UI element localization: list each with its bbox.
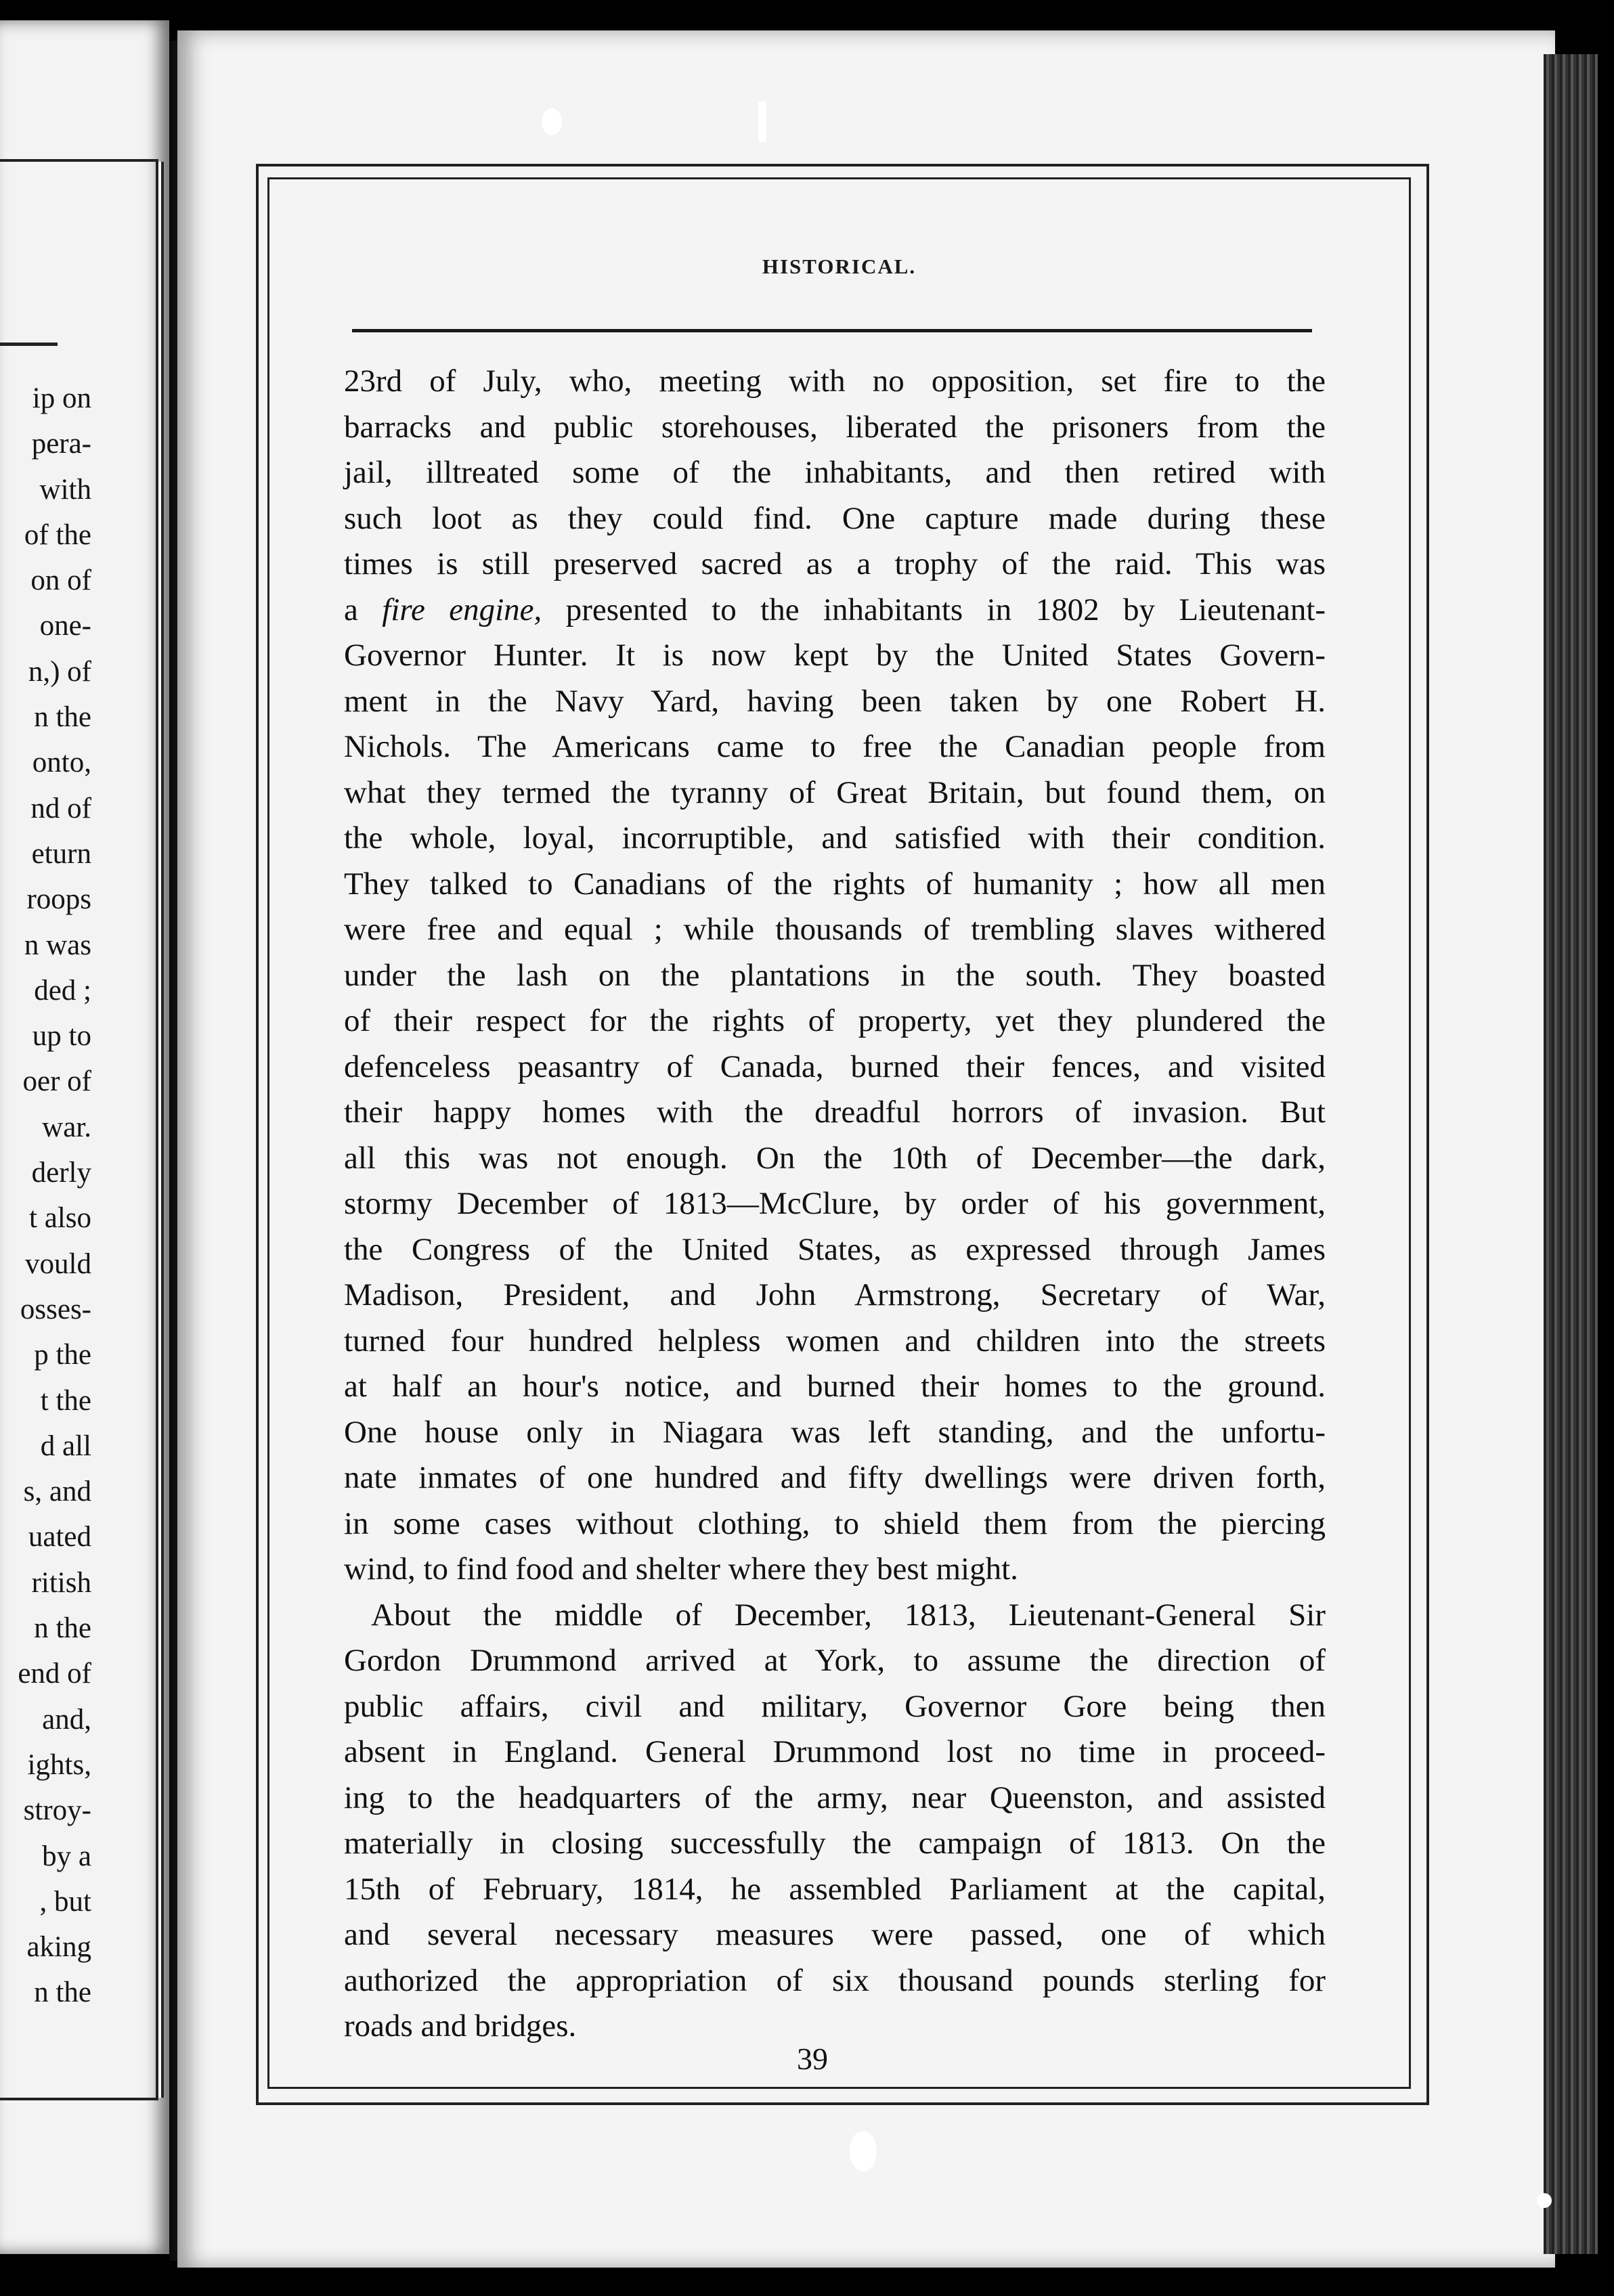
previous-page-line: uated <box>28 1521 91 1553</box>
scan-speck <box>542 108 562 135</box>
text-line: in some cases without clothing, to shield them from the piercing <box>344 1505 1326 1541</box>
header-rule <box>352 329 1312 332</box>
previous-page-line: and, <box>42 1703 91 1736</box>
text-line: defenceless peasantry of Canada, burned their fences, and visited <box>344 1048 1326 1084</box>
previous-page-line: of the <box>24 518 91 551</box>
previous-page-line: up to <box>32 1020 91 1053</box>
text-line: ing to the headquarters of the army, near Queenston, and assisted <box>344 1780 1326 1815</box>
previous-page-line: ip on <box>32 382 91 414</box>
text-line <box>344 588 1326 634</box>
previous-page-line: oer of <box>22 1065 91 1098</box>
scan-speck <box>850 2131 877 2171</box>
previous-page-line: d all <box>40 1430 91 1462</box>
text-line: 23rd of July, who, meeting with no opposition, set fire to the <box>344 363 1326 399</box>
text-line: public affairs, civil and military, Governor Gore being then <box>344 1688 1326 1724</box>
previous-page-line: derly <box>31 1157 91 1189</box>
text-line: About the middle of December, 1813, Lieutenant-General Sir <box>371 1597 1326 1633</box>
previous-page-line: nd of <box>30 792 91 824</box>
text-line: their happy homes with the dreadful horrors of invasion. But <box>344 1095 1326 1130</box>
text-line: They talked to Canadians of the rights of humanity ; how all men <box>344 866 1326 902</box>
previous-page-line: by a <box>42 1840 91 1872</box>
text-line: Governor Hunter. It is now kept by the United States Govern- <box>344 638 1326 673</box>
text-fragment: presented to the inhabitants in 1802 by Lieutenant- <box>565 592 1326 627</box>
previous-page-line: s, and <box>23 1476 91 1508</box>
text-line: at half an hour's notice, and burned their homes to the ground. <box>344 1369 1326 1404</box>
previous-page-line: n the <box>34 701 91 734</box>
text-line: absent in England. General Drummond lost no time in proceed- <box>344 1734 1326 1769</box>
previous-page-text <box>0 376 91 2016</box>
text-line: barracks and public storehouses, liberated the prisoners from the <box>344 409 1326 445</box>
text-line: all this was not enough. On the 10th of December—the dark, <box>344 1140 1326 1176</box>
text-line: Madison, President, and John Armstrong, Secretary of War, <box>344 1277 1326 1312</box>
text-line: nate inmates of one hundred and fifty dwellings were driven forth, <box>344 1460 1326 1495</box>
previous-page-line: vould <box>25 1248 91 1280</box>
previous-page-line: n the <box>34 1612 91 1645</box>
page-edges <box>1544 54 1598 2254</box>
previous-page-line: t the <box>40 1384 91 1417</box>
text-line: under the lash on the plantations in the south. They boasted <box>344 957 1326 993</box>
text-line: stormy December of 1813—McClure, by order of his government, <box>344 1186 1326 1221</box>
previous-page-line: ritish <box>31 1566 91 1599</box>
text-line: materially in closing successfully the campaign of 1813. On the <box>344 1826 1326 1861</box>
previous-page-header-rule <box>0 343 58 346</box>
previous-page-line: n was <box>24 929 91 961</box>
text-line: wind, to find food and shelter where they best might. <box>344 1551 1018 1587</box>
previous-page <box>0 20 169 2254</box>
previous-page-line: stroy- <box>23 1794 91 1827</box>
text-line: the whole, loyal, incorruptible, and satisfied with their condition. <box>344 820 1326 856</box>
previous-page-line: pera- <box>31 428 91 460</box>
page-number: 39 <box>797 2041 828 2076</box>
previous-page-line: p the <box>34 1339 91 1371</box>
running-header: HISTORICAL. <box>762 255 917 278</box>
previous-page-line: osses- <box>20 1293 91 1325</box>
previous-page-line: , but <box>39 1885 91 1918</box>
previous-page-line: on of <box>30 565 91 597</box>
text-line: ment in the Navy Yard, having been taken by one Robert H. <box>344 683 1326 719</box>
previous-page-line: with <box>39 473 91 506</box>
text-line: jail, illtreated some of the inhabitants, and then retired with <box>344 455 1326 490</box>
previous-page-line: t also <box>29 1202 91 1235</box>
text-line: and several necessary measures were passed, one of which <box>344 1917 1326 1952</box>
previous-page-line: eturn <box>31 837 91 870</box>
previous-page-line: one- <box>39 610 91 642</box>
previous-page-line: n the <box>34 1977 91 2009</box>
previous-page-line: ights, <box>27 1748 91 1781</box>
text-line: 15th of February, 1814, he assembled Parliament at the capital, <box>344 1871 1326 1907</box>
previous-page-line: onto, <box>32 747 91 779</box>
text-line: authorized the appropriation of six thousand pounds sterling for <box>344 1962 1326 1998</box>
previous-page-line: aking <box>26 1931 91 1964</box>
previous-page-line: ded ; <box>34 974 91 1007</box>
text-line: the Congress of the United States, as expressed through James <box>344 1231 1326 1267</box>
body-text <box>344 359 1326 2050</box>
previous-page-line: war. <box>42 1111 91 1143</box>
text-line: of their respect for the rights of property, yet they plundered the <box>344 1003 1326 1038</box>
text-line: Nichols. The Americans came to free the Canadian people from <box>344 729 1326 764</box>
italic-phrase: fire engine, <box>382 592 542 627</box>
previous-page-line: n,) of <box>28 655 91 688</box>
text-line: One house only in Niagara was left standing, and the unfortu- <box>344 1414 1326 1450</box>
scan-speck <box>1537 2193 1552 2208</box>
text-line: were free and equal ; while thousands of trembling slaves withered <box>344 912 1326 947</box>
previous-page-line: roops <box>26 883 91 916</box>
text-line: Gordon Drummond arrived at York, to assume the direction of <box>344 1643 1326 1678</box>
scan-speck <box>758 102 766 142</box>
previous-page-line: end of <box>18 1658 91 1690</box>
text-line: roads and bridges. <box>344 2008 577 2044</box>
text-line: what they termed the tyranny of Great Britain, but found them, on <box>344 774 1326 810</box>
text-fragment: a <box>344 592 358 627</box>
text-line: turned four hundred helpless women and children into the streets <box>344 1323 1326 1359</box>
text-line: such loot as they could find. One capture made during these <box>344 500 1326 536</box>
text-line: times is still preserved sacred as a trophy of the raid. This was <box>344 546 1326 581</box>
